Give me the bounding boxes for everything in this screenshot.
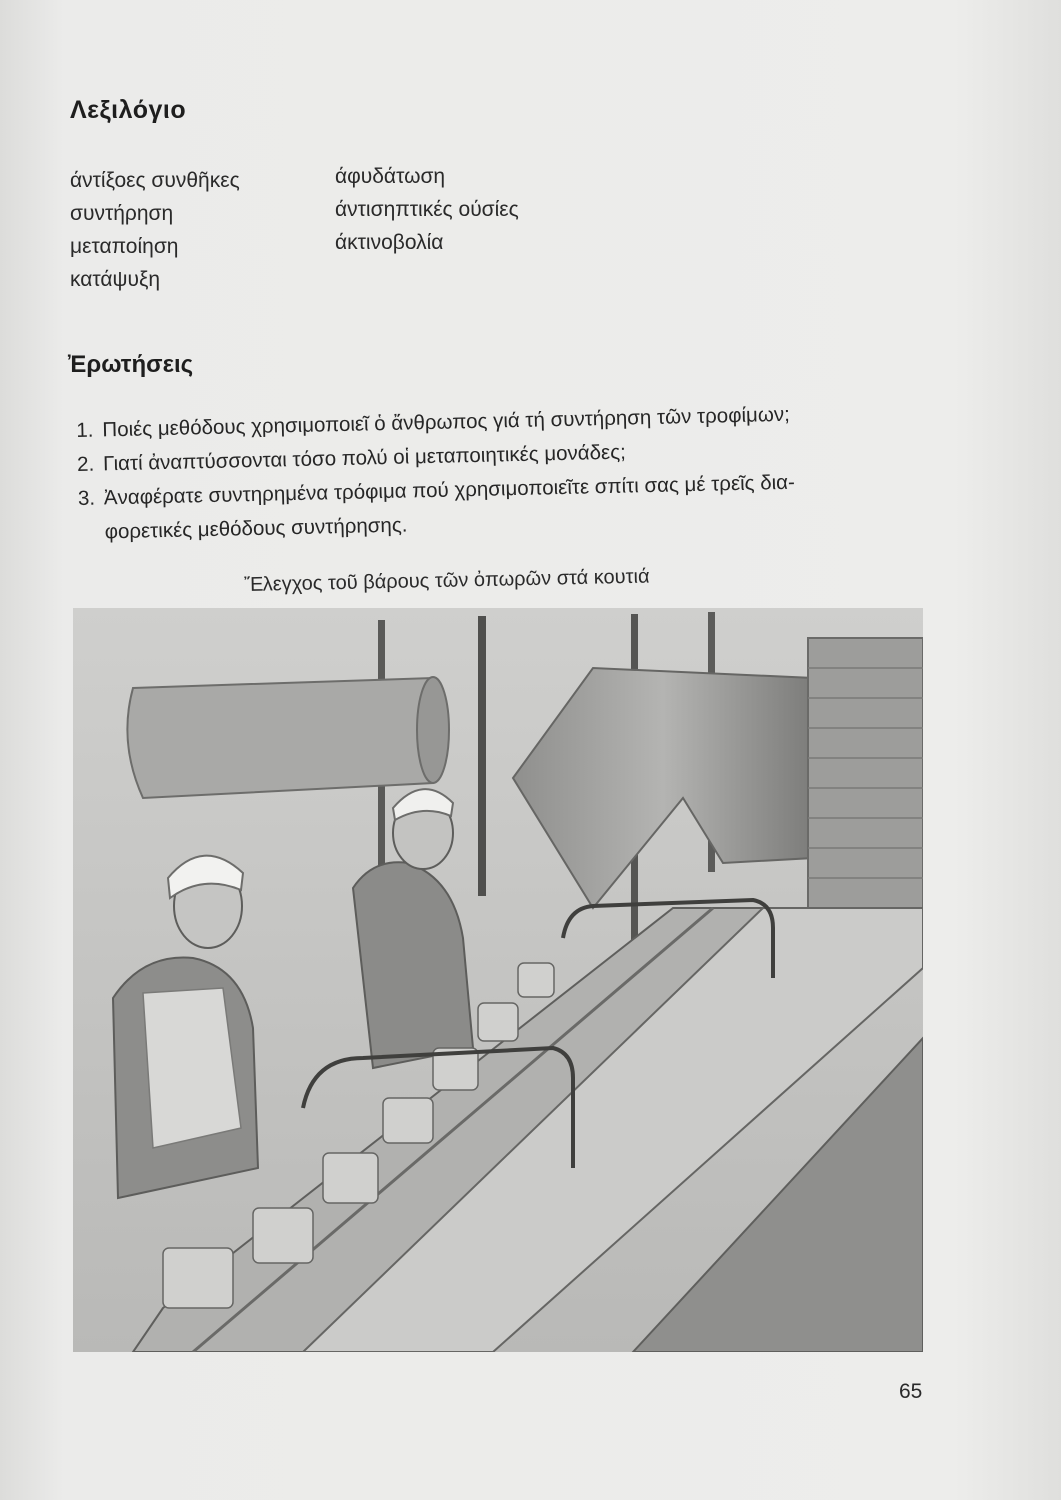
question-text: Ἀναφέρατε συντηρημένα τρόφιμα πού χρησιμοποιεῖτε σπίτι σας μέ τρεῖς δια- (103, 470, 796, 510)
questions-title: Ἐρωτήσεις (68, 351, 194, 378)
question-number: 1. (76, 418, 94, 442)
cylinder-end (417, 677, 449, 783)
question-text: Γιατί ἀναπτύσσονται τόσο πολύ οἱ μεταποιητικές μονάδες; (102, 440, 627, 476)
illustration-caption: Ἔλεγχος τοῦ βάρους τῶν ὀπωρῶν στά κουτιά (244, 565, 650, 596)
factory-illustration (73, 608, 923, 1352)
question-number: 2. (76, 452, 95, 476)
vocabulary-term: άφυδάτωση (335, 165, 446, 188)
vocabulary-term: άντίξοες συνθῆκες (70, 169, 240, 192)
vocabulary-term: συντήρηση (70, 202, 174, 225)
question-number: 3. (77, 486, 96, 510)
cylinder-tank (127, 678, 443, 798)
vocabulary-right-column (335, 160, 519, 259)
question-text: Ποιές μεθόδους χρησιμοποιεῖ ὁ ἄνθρωπος γιά τή συντήρηση τῶν τροφίμων; (102, 402, 791, 442)
pole (478, 616, 486, 896)
vocabulary-term: άντισηπτικές ούσίες (335, 198, 519, 221)
vocabulary-term: μεταποίηση (70, 235, 179, 258)
questions-list (76, 395, 929, 550)
vocabulary-term: άκτινοβολία (335, 231, 444, 254)
page-number: 65 (899, 1380, 923, 1403)
question-continuation: φορετικές μεθόδους συντήρησης. (104, 513, 408, 544)
vocabulary-term: κατάψυξη (70, 268, 161, 291)
worker-front-apron (143, 988, 241, 1148)
vocabulary-title: Λεξιλόγιο (70, 96, 187, 124)
vocabulary-left-column (70, 164, 240, 296)
